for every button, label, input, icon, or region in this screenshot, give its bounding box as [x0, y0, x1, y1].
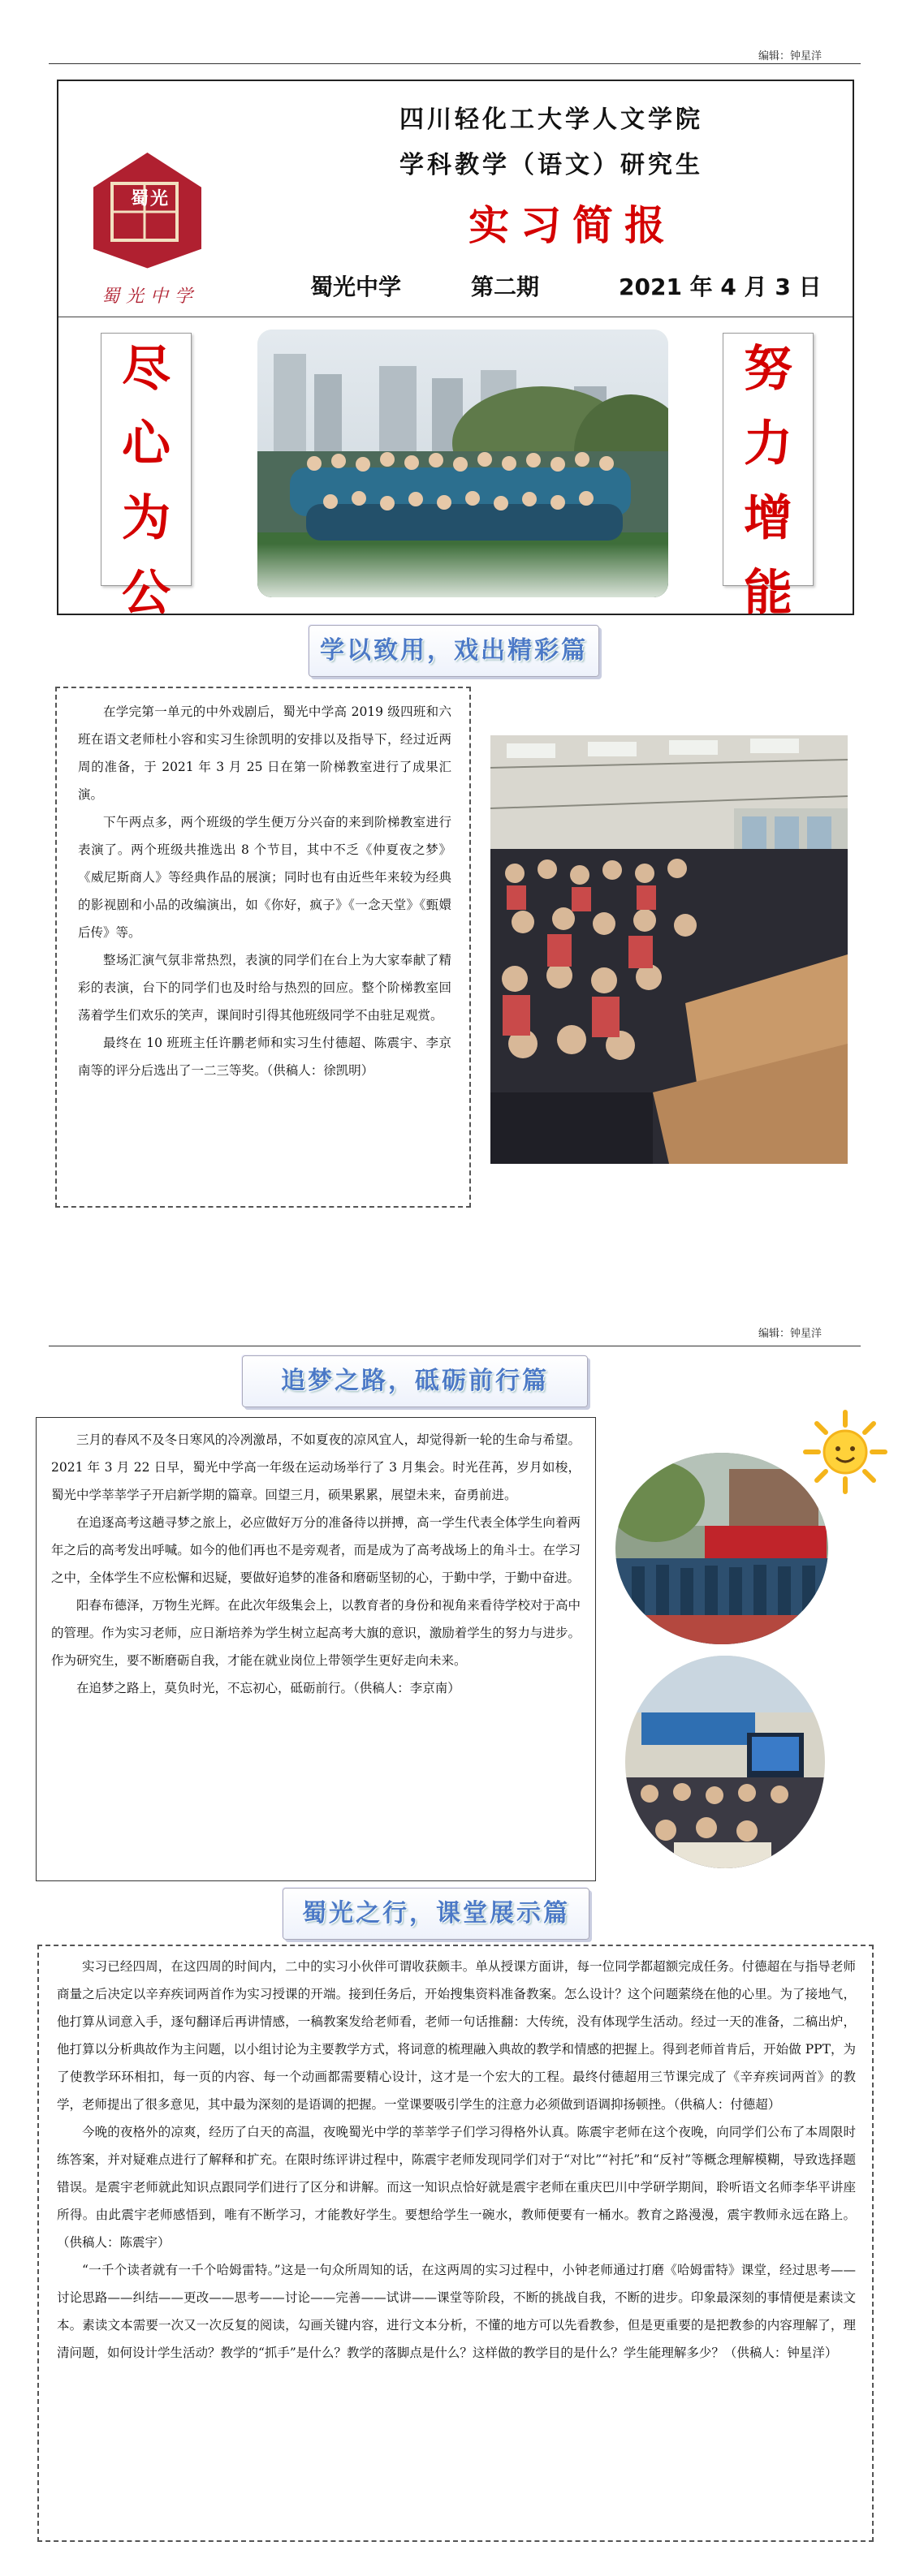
- left-slogan-box: [101, 333, 192, 622]
- classroom-photo: [490, 735, 848, 1164]
- editor-credit-1: 编辑：钟星洋: [758, 50, 822, 62]
- right-slogan-char: 力: [744, 416, 792, 472]
- left-slogan-char: 公: [122, 565, 171, 622]
- section2-paragraph: 在追梦之路上，莫负时光，不忘初心，砥砺前行。（供稿人：李京南）: [76, 1681, 460, 1695]
- masthead: [57, 80, 854, 622]
- header-line1: 四川轻化工大学人文学院: [399, 106, 703, 134]
- section1-paragraph: 在学完第一单元的中外戏剧后，蜀光中学高 2019 级四班和六班在语文老师杜小容和实习生徐凯明的安排以及指导下，经过近两周的准备，于 2021 年 3 月 25 日在第一阶梯教室进行了成果汇演。: [78, 704, 451, 802]
- section1-body: [78, 698, 451, 1084]
- group-photo: [257, 330, 668, 597]
- assembly-photo: [615, 1453, 828, 1644]
- right-slogan-box: [723, 333, 814, 622]
- section3-title: 蜀光之行，课堂展示篇: [283, 1888, 589, 1940]
- left-slogan-char: 尽: [122, 341, 171, 398]
- section1-paragraph: 整场汇演气氛非常热烈，表演的同学们在台上为大家奉献了精彩的表演，台下的同学们也及时给与热烈的回应。整个阶梯教室回荡着学生们欢乐的笑声，课间时引得其他班级同学不由驻足观赏。: [78, 953, 451, 1023]
- section3-text-box: [37, 1945, 874, 2542]
- section1-paragraph: 下午两点多，两个班级的学生便万分兴奋的来到阶梯教室进行表演了。两个班级共推选出 8 个节目，其中不乏《仲夏夜之梦》《威尼斯商人》等经典作品的展演；同时也有由近些年来较为经典的影视剧和小品的改编演出，如《你好，疯子》《一念天堂》《甄嬛后传》等。: [78, 815, 451, 940]
- section2-paragraph: 在追逐高考这趟寻梦之旅上，必应做好万分的准备待以拼搏，高一学生代表全体学生向着两年之后的高考发出呼喊。如今的他们再也不是旁观者，而是成为了高考战场上的角斗士。在学习之中，全体学生不应松懈和迟疑，要做好追梦的准备和磨砺坚韧的心，于勤中学，于勤中奋进。: [51, 1515, 581, 1585]
- section3-paragraph: 今晚的夜格外的凉爽，经历了白天的高温，夜晚蜀光中学的莘莘学子们学习得格外认真。陈震宇老师在这个夜晚，向同学们公布了本周限时练答案，并对疑难点进行了解释和扩充。在限时练评讲过程中，陈震宇老师发现同学们对于“对比”“衬托”和“反衬”等概念理解模糊，导致选择题错误。是震宇老师就此知识点跟同学们进行了区分和讲解。而这一知识点恰好就是震宇老师在重庆巴川中学研学期间，聆听语文名师李华平讲座所得。由此震宇老师感悟到，唯有不断学习，才能教好学生。要想给学生一碗水，教师便要有一桶水。教育之路漫漫，震宇教师永远在路上。（供稿人：陈震宇）: [57, 2125, 856, 2250]
- section1-text-box: [55, 687, 471, 1208]
- section2-paragraph: 阳春布德泽，万物生光辉。在此次年级集会上，以教育者的身份和视角来看待学校对于高中的管理。作为实习老师，应日渐培养为学生树立起高考大旗的意识，激励着学生的努力与进步。作为研究生，要不断磨砺自我，才能在就业岗位上带领学生更好走向未来。: [51, 1598, 581, 1668]
- editor-credit-2: 编辑：钟星洋: [758, 1328, 822, 1340]
- section2-text-box: [36, 1417, 596, 1881]
- issue-school: 蜀光中学: [310, 274, 402, 300]
- header-rule-1: [49, 63, 861, 64]
- section2-title: 追梦之路，砥砺前行篇: [242, 1355, 588, 1407]
- logo-seal-text: 蜀光: [130, 188, 170, 209]
- section3-paragraph: “一千个读者就有一千个哈姆雷特。”这是一句众所周知的话，在这两周的实习过程中，小钟老师通过打磨《哈姆雷特》课堂，经过思考——讨论思路——纠结——更改——思考——讨论——完善——试讲——课堂等阶段，不断的挑战自我，不断的进步。印象最深刻的事情便是素读文本。素读文本需要一次又一次反复的阅读，勾画关键内容，进行文本分析，不懂的地方可以先看教参，但是更重要的是把教参的内容理解了，理清问题，如何设计学生活动？教学的“抓手”是什么？教学的落脚点是什么？这样做的教学目的是什么？学生能理解多少？（供稿人：钟星洋）: [57, 2263, 856, 2360]
- right-slogan-char: 努: [744, 341, 792, 398]
- left-slogan-char: 心: [122, 416, 171, 472]
- section2-body: [51, 1426, 581, 1702]
- section1-paragraph: 最终在 10 班班主任许鹏老师和实习生付德超、陈震宇、李京南等的评分后选出了一二三等奖。（供稿人：徐凯明）: [78, 1036, 451, 1078]
- section3-paragraph: 实习已经四周，在这四周的时间内，二中的实习小伙伴可谓收获颇丰。单从授课方面讲，每一位同学都超额完成任务。付德超在与指导老师商量之后决定以辛弃疾词两首作为实习授课的开端。接到任务后，开始搜集资料准备教案。怎么设计？这个问题萦绕在他的心里。为了接地气，他打算从词意入手，逐句翻译后再讲情感，一稿教案发给老师看，老师一句话推翻：大传统，没有体现学生活动。经过一天的准备，二稿出炉，他打算以分析典故作为主问题，以小组讨论为主要教学方式，将词意的梳理融入典故的教学和情感的把握上。得到老师首肯后，开始做 PPT，为了使教学环环相扣，每一页的内容、每一个动画都需要精心设计，这才是一个宏大的工程。最终付德超用三节课完成了《辛弃疾词两首》的教学，老师提出了很多意见，其中最为深刻的是语调的把握。一堂课要吸引学生的注意力必须做到语调抑扬顿挫。（供稿人：付德超）: [57, 1959, 856, 2112]
- sun-icon: [801, 1407, 890, 1497]
- left-slogan-char: 为: [122, 490, 171, 547]
- page-title: 实习简报: [468, 201, 676, 249]
- right-slogan-char: 能: [744, 565, 792, 622]
- section1-title: 学以致用，戏出精彩篇: [309, 625, 599, 677]
- section3-body: [57, 1953, 856, 2367]
- header-line2: 学科教学（语文）研究生: [399, 151, 703, 179]
- school-logo: [89, 153, 211, 307]
- right-slogan-char: 增: [744, 490, 792, 547]
- issue-date: 2021 年 4 月 3 日: [619, 274, 822, 300]
- issue-number: 第二期: [471, 274, 540, 300]
- lecture-photo: [625, 1656, 825, 1868]
- logo-caption: 蜀光中学: [101, 286, 199, 307]
- section2-paragraph: 三月的春风不及冬日寒风的冷冽激昂，不如夏夜的凉风宜人，却觉得新一轮的生命与希望。2021 年 3 月 22 日早，蜀光中学高一年级在运动场举行了 3 月集会。时光荏苒，岁月如梭，蜀光中学莘莘学子开启新学期的篇章。回望三月，硕果累累，展望未来，奋勇前进。: [51, 1432, 581, 1502]
